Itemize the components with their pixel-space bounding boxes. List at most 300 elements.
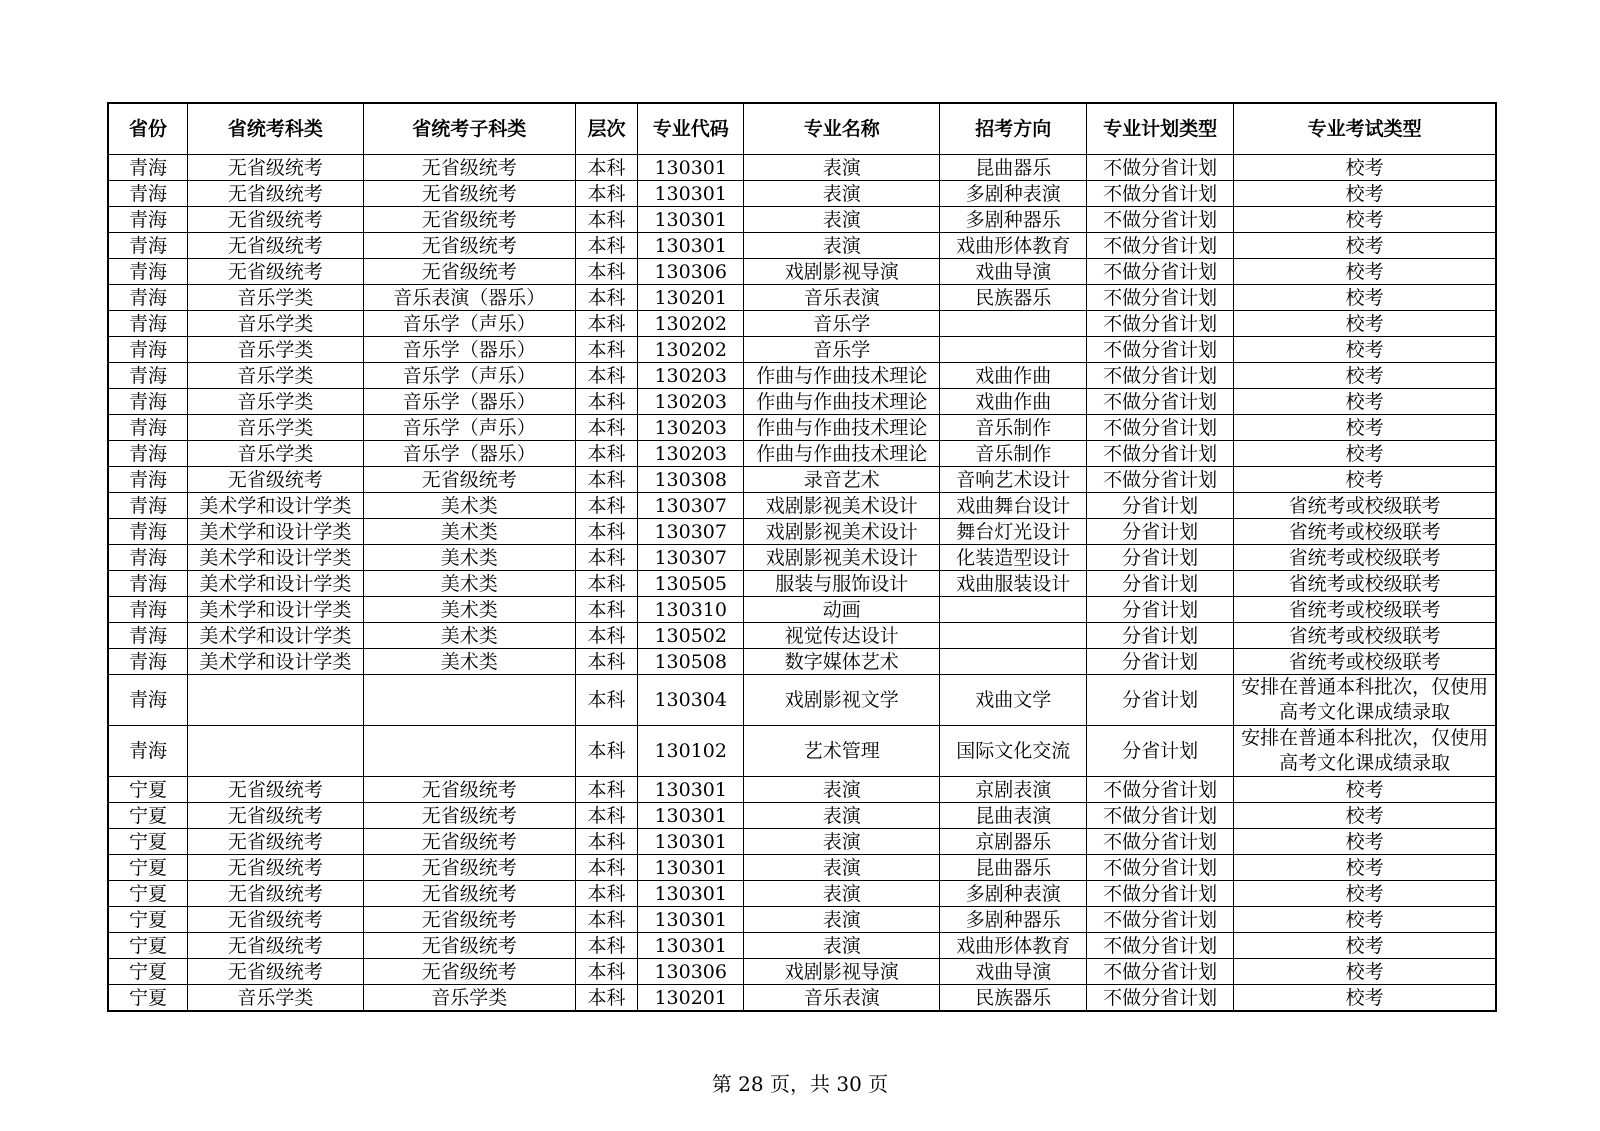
level-cell: 本科 [575, 493, 637, 519]
table-row [108, 985, 1496, 1012]
table-row [108, 441, 1496, 467]
header-exam-category: 省统考科类 [188, 103, 364, 155]
major-code-cell: 130301 [638, 207, 744, 233]
exam-subcategory-cell: 音乐学（声乐） [363, 363, 575, 389]
major-name-cell: 表演 [744, 777, 940, 803]
major-name-cell: 动画 [744, 597, 940, 623]
exam-subcategory-cell: 无省级统考 [363, 959, 575, 985]
exam-type-cell: 省统考或校级联考 [1234, 623, 1496, 649]
exam-type-cell: 校考 [1234, 233, 1496, 259]
exam-type-cell: 校考 [1234, 959, 1496, 985]
major-name-cell: 音乐表演 [744, 985, 940, 1012]
major-name-cell: 表演 [744, 829, 940, 855]
level-cell: 本科 [575, 881, 637, 907]
table-row [108, 803, 1496, 829]
province-cell: 青海 [108, 545, 188, 571]
exam-category-cell: 无省级统考 [188, 881, 364, 907]
exam-type-cell: 校考 [1234, 363, 1496, 389]
province-cell: 宁夏 [108, 985, 188, 1012]
exam-type-cell: 校考 [1234, 415, 1496, 441]
major-name-cell: 表演 [744, 907, 940, 933]
level-cell: 本科 [575, 597, 637, 623]
major-code-cell: 130310 [638, 597, 744, 623]
exam-subcategory-cell: 音乐学（声乐） [363, 311, 575, 337]
province-cell: 宁夏 [108, 777, 188, 803]
direction-cell: 戏曲导演 [940, 259, 1087, 285]
direction-cell: 民族器乐 [940, 985, 1087, 1012]
exam-subcategory-cell: 音乐学类 [363, 985, 575, 1012]
major-name-cell: 表演 [744, 803, 940, 829]
plan-type-cell: 分省计划 [1087, 597, 1234, 623]
exam-type-cell: 校考 [1234, 311, 1496, 337]
level-cell: 本科 [575, 675, 637, 726]
major-name-cell: 表演 [744, 933, 940, 959]
exam-subcategory-cell [363, 675, 575, 726]
exam-subcategory-cell: 无省级统考 [363, 829, 575, 855]
province-cell: 青海 [108, 726, 188, 777]
exam-category-cell: 音乐学类 [188, 415, 364, 441]
province-cell: 青海 [108, 285, 188, 311]
plan-type-cell: 分省计划 [1087, 571, 1234, 597]
plan-type-cell: 不做分省计划 [1087, 181, 1234, 207]
level-cell: 本科 [575, 829, 637, 855]
exam-subcategory-cell: 音乐学（器乐） [363, 337, 575, 363]
major-code-cell: 130307 [638, 493, 744, 519]
province-cell: 青海 [108, 389, 188, 415]
header-level: 层次 [575, 103, 637, 155]
province-cell: 青海 [108, 467, 188, 493]
exam-type-cell: 校考 [1234, 337, 1496, 363]
exam-subcategory-cell: 美术类 [363, 545, 575, 571]
direction-cell: 多剧种器乐 [940, 207, 1087, 233]
province-cell: 青海 [108, 493, 188, 519]
exam-category-cell: 美术学和设计学类 [188, 597, 364, 623]
major-code-cell: 130203 [638, 363, 744, 389]
direction-cell [940, 337, 1087, 363]
exam-category-cell: 音乐学类 [188, 337, 364, 363]
exam-category-cell: 美术学和设计学类 [188, 519, 364, 545]
exam-category-cell: 无省级统考 [188, 907, 364, 933]
exam-type-cell: 省统考或校级联考 [1234, 545, 1496, 571]
major-code-cell: 130203 [638, 441, 744, 467]
table-row [108, 597, 1496, 623]
level-cell: 本科 [575, 155, 637, 181]
table-row [108, 675, 1496, 726]
plan-type-cell: 分省计划 [1087, 649, 1234, 675]
table-row [108, 959, 1496, 985]
direction-cell: 多剧种表演 [940, 181, 1087, 207]
plan-type-cell: 不做分省计划 [1087, 803, 1234, 829]
level-cell: 本科 [575, 441, 637, 467]
major-code-cell: 130307 [638, 545, 744, 571]
direction-cell: 音乐制作 [940, 441, 1087, 467]
exam-category-cell: 音乐学类 [188, 441, 364, 467]
level-cell: 本科 [575, 803, 637, 829]
exam-category-cell: 无省级统考 [188, 803, 364, 829]
exam-category-cell: 美术学和设计学类 [188, 649, 364, 675]
exam-type-cell: 校考 [1234, 441, 1496, 467]
major-name-cell: 视觉传达设计 [744, 623, 940, 649]
major-name-cell: 作曲与作曲技术理论 [744, 441, 940, 467]
level-cell: 本科 [575, 181, 637, 207]
header-exam-type: 专业考试类型 [1234, 103, 1496, 155]
province-cell: 宁夏 [108, 803, 188, 829]
exam-type-cell: 校考 [1234, 881, 1496, 907]
major-name-cell: 艺术管理 [744, 726, 940, 777]
plan-type-cell: 不做分省计划 [1087, 907, 1234, 933]
exam-subcategory-cell [363, 726, 575, 777]
plan-type-cell: 分省计划 [1087, 623, 1234, 649]
major-code-cell: 130301 [638, 233, 744, 259]
exam-type-cell: 校考 [1234, 855, 1496, 881]
exam-category-cell: 无省级统考 [188, 259, 364, 285]
exam-category-cell: 无省级统考 [188, 855, 364, 881]
exam-type-cell: 省统考或校级联考 [1234, 597, 1496, 623]
major-code-cell: 130301 [638, 181, 744, 207]
exam-subcategory-cell: 无省级统考 [363, 855, 575, 881]
major-code-cell: 130508 [638, 649, 744, 675]
exam-subcategory-cell: 无省级统考 [363, 881, 575, 907]
level-cell: 本科 [575, 649, 637, 675]
plan-type-cell: 不做分省计划 [1087, 259, 1234, 285]
exam-type-cell: 安排在普通本科批次，仅使用高考文化课成绩录取 [1234, 675, 1496, 726]
major-name-cell: 作曲与作曲技术理论 [744, 415, 940, 441]
plan-type-cell: 不做分省计划 [1087, 985, 1234, 1012]
major-name-cell: 戏剧影视导演 [744, 259, 940, 285]
table-row [108, 649, 1496, 675]
direction-cell: 戏曲导演 [940, 959, 1087, 985]
exam-subcategory-cell: 无省级统考 [363, 233, 575, 259]
exam-category-cell: 无省级统考 [188, 181, 364, 207]
province-cell: 青海 [108, 207, 188, 233]
exam-subcategory-cell: 音乐学（器乐） [363, 389, 575, 415]
table-row [108, 726, 1496, 777]
major-code-cell: 130202 [638, 337, 744, 363]
plan-type-cell: 不做分省计划 [1087, 829, 1234, 855]
direction-cell: 昆曲器乐 [940, 855, 1087, 881]
plan-type-cell: 分省计划 [1087, 545, 1234, 571]
exam-type-cell: 校考 [1234, 803, 1496, 829]
province-cell: 青海 [108, 519, 188, 545]
level-cell: 本科 [575, 726, 637, 777]
major-code-cell: 130306 [638, 959, 744, 985]
major-name-cell: 表演 [744, 855, 940, 881]
table-row [108, 467, 1496, 493]
table-row [108, 623, 1496, 649]
major-code-cell: 130307 [638, 519, 744, 545]
table-row [108, 855, 1496, 881]
exam-category-cell: 无省级统考 [188, 933, 364, 959]
major-name-cell: 表演 [744, 207, 940, 233]
plan-type-cell: 不做分省计划 [1087, 233, 1234, 259]
major-code-cell: 130301 [638, 829, 744, 855]
province-cell: 青海 [108, 337, 188, 363]
province-cell: 青海 [108, 623, 188, 649]
exam-category-cell: 无省级统考 [188, 207, 364, 233]
exam-subcategory-cell: 无省级统考 [363, 467, 575, 493]
major-name-cell: 戏剧影视美术设计 [744, 545, 940, 571]
plan-type-cell: 不做分省计划 [1087, 467, 1234, 493]
major-code-cell: 130308 [638, 467, 744, 493]
table-row [108, 493, 1496, 519]
table-row [108, 337, 1496, 363]
exam-type-cell: 校考 [1234, 933, 1496, 959]
province-cell: 青海 [108, 597, 188, 623]
major-code-cell: 130304 [638, 675, 744, 726]
level-cell: 本科 [575, 777, 637, 803]
province-cell: 青海 [108, 415, 188, 441]
exam-subcategory-cell: 无省级统考 [363, 777, 575, 803]
exam-subcategory-cell: 无省级统考 [363, 155, 575, 181]
exam-type-cell: 校考 [1234, 207, 1496, 233]
plan-type-cell: 不做分省计划 [1087, 441, 1234, 467]
exam-subcategory-cell: 美术类 [363, 519, 575, 545]
major-code-cell: 130301 [638, 933, 744, 959]
exam-category-cell: 无省级统考 [188, 959, 364, 985]
exam-category-cell: 无省级统考 [188, 233, 364, 259]
major-code-cell: 130201 [638, 985, 744, 1012]
level-cell: 本科 [575, 467, 637, 493]
level-cell: 本科 [575, 907, 637, 933]
plan-type-cell: 不做分省计划 [1087, 155, 1234, 181]
exam-category-cell: 无省级统考 [188, 155, 364, 181]
plan-type-cell: 不做分省计划 [1087, 777, 1234, 803]
major-name-cell: 音乐学 [744, 337, 940, 363]
major-code-cell: 130301 [638, 881, 744, 907]
exam-type-cell: 省统考或校级联考 [1234, 571, 1496, 597]
table-row [108, 881, 1496, 907]
major-name-cell: 表演 [744, 155, 940, 181]
exam-subcategory-cell: 无省级统考 [363, 181, 575, 207]
major-name-cell: 录音艺术 [744, 467, 940, 493]
direction-cell [940, 649, 1087, 675]
exam-type-cell: 校考 [1234, 285, 1496, 311]
table-row [108, 311, 1496, 337]
major-name-cell: 音乐学 [744, 311, 940, 337]
exam-type-cell: 校考 [1234, 777, 1496, 803]
direction-cell: 戏曲舞台设计 [940, 493, 1087, 519]
exam-subcategory-cell: 美术类 [363, 623, 575, 649]
level-cell: 本科 [575, 285, 637, 311]
table-row [108, 829, 1496, 855]
direction-cell [940, 623, 1087, 649]
table-row [108, 285, 1496, 311]
direction-cell: 戏曲服装设计 [940, 571, 1087, 597]
table-row [108, 155, 1496, 181]
major-code-cell: 130203 [638, 389, 744, 415]
province-cell: 青海 [108, 181, 188, 207]
level-cell: 本科 [575, 389, 637, 415]
province-cell: 青海 [108, 259, 188, 285]
direction-cell: 昆曲表演 [940, 803, 1087, 829]
major-name-cell: 服装与服饰设计 [744, 571, 940, 597]
major-name-cell: 音乐表演 [744, 285, 940, 311]
exam-subcategory-cell: 美术类 [363, 493, 575, 519]
major-code-cell: 130201 [638, 285, 744, 311]
direction-cell: 音响艺术设计 [940, 467, 1087, 493]
province-cell: 青海 [108, 675, 188, 726]
plan-type-cell: 不做分省计划 [1087, 337, 1234, 363]
major-name-cell: 戏剧影视美术设计 [744, 519, 940, 545]
level-cell: 本科 [575, 855, 637, 881]
province-cell: 宁夏 [108, 829, 188, 855]
direction-cell: 多剧种器乐 [940, 907, 1087, 933]
level-cell: 本科 [575, 571, 637, 597]
exam-type-cell: 校考 [1234, 389, 1496, 415]
exam-type-cell: 校考 [1234, 985, 1496, 1012]
table-row [108, 363, 1496, 389]
level-cell: 本科 [575, 311, 637, 337]
major-code-cell: 130301 [638, 155, 744, 181]
major-name-cell: 表演 [744, 181, 940, 207]
direction-cell [940, 597, 1087, 623]
level-cell: 本科 [575, 959, 637, 985]
major-code-cell: 130203 [638, 415, 744, 441]
province-cell: 青海 [108, 441, 188, 467]
major-name-cell: 戏剧影视文学 [744, 675, 940, 726]
exam-type-cell: 省统考或校级联考 [1234, 493, 1496, 519]
direction-cell: 化装造型设计 [940, 545, 1087, 571]
major-code-cell: 130301 [638, 777, 744, 803]
exam-category-cell [188, 675, 364, 726]
exam-category-cell: 美术学和设计学类 [188, 493, 364, 519]
level-cell: 本科 [575, 207, 637, 233]
exam-category-cell: 音乐学类 [188, 985, 364, 1012]
major-name-cell: 作曲与作曲技术理论 [744, 363, 940, 389]
table-row [108, 259, 1496, 285]
major-name-cell: 表演 [744, 881, 940, 907]
major-code-cell: 130202 [638, 311, 744, 337]
level-cell: 本科 [575, 233, 637, 259]
level-cell: 本科 [575, 545, 637, 571]
plan-type-cell: 不做分省计划 [1087, 363, 1234, 389]
exam-type-cell: 校考 [1234, 829, 1496, 855]
direction-cell: 京剧器乐 [940, 829, 1087, 855]
table-row [108, 519, 1496, 545]
level-cell: 本科 [575, 623, 637, 649]
province-cell: 宁夏 [108, 959, 188, 985]
level-cell: 本科 [575, 519, 637, 545]
header-major-code: 专业代码 [638, 103, 744, 155]
plan-type-cell: 分省计划 [1087, 519, 1234, 545]
direction-cell: 国际文化交流 [940, 726, 1087, 777]
major-name-cell: 戏剧影视导演 [744, 959, 940, 985]
province-cell: 青海 [108, 311, 188, 337]
plan-type-cell: 不做分省计划 [1087, 959, 1234, 985]
major-name-cell: 表演 [744, 233, 940, 259]
plan-type-cell: 分省计划 [1087, 726, 1234, 777]
exam-type-cell: 校考 [1234, 259, 1496, 285]
exam-category-cell: 无省级统考 [188, 829, 364, 855]
exam-subcategory-cell: 音乐学（器乐） [363, 441, 575, 467]
table-row [108, 777, 1496, 803]
major-code-cell: 130301 [638, 803, 744, 829]
level-cell: 本科 [575, 933, 637, 959]
level-cell: 本科 [575, 337, 637, 363]
exam-category-cell: 音乐学类 [188, 285, 364, 311]
plan-type-cell: 不做分省计划 [1087, 855, 1234, 881]
header-province: 省份 [108, 103, 188, 155]
province-cell: 青海 [108, 155, 188, 181]
exam-category-cell: 美术学和设计学类 [188, 545, 364, 571]
exam-type-cell: 校考 [1234, 467, 1496, 493]
province-cell: 宁夏 [108, 933, 188, 959]
exam-subcategory-cell: 美术类 [363, 649, 575, 675]
direction-cell: 戏曲文学 [940, 675, 1087, 726]
province-cell: 青海 [108, 233, 188, 259]
exam-category-cell: 无省级统考 [188, 777, 364, 803]
exam-type-cell: 省统考或校级联考 [1234, 519, 1496, 545]
exam-subcategory-cell: 无省级统考 [363, 907, 575, 933]
exam-category-cell: 无省级统考 [188, 467, 364, 493]
exam-subcategory-cell: 无省级统考 [363, 933, 575, 959]
plan-type-cell: 分省计划 [1087, 493, 1234, 519]
direction-cell [940, 311, 1087, 337]
major-code-cell: 130502 [638, 623, 744, 649]
exam-type-cell: 校考 [1234, 907, 1496, 933]
direction-cell: 戏曲作曲 [940, 363, 1087, 389]
province-cell: 青海 [108, 363, 188, 389]
major-code-cell: 130306 [638, 259, 744, 285]
header-exam-subcategory: 省统考子科类 [363, 103, 575, 155]
exam-category-cell: 音乐学类 [188, 311, 364, 337]
page-number: 第 28 页，共 30 页 [711, 1072, 889, 1096]
province-cell: 宁夏 [108, 855, 188, 881]
direction-cell: 舞台灯光设计 [940, 519, 1087, 545]
header-major-name: 专业名称 [744, 103, 940, 155]
province-cell: 青海 [108, 649, 188, 675]
level-cell: 本科 [575, 259, 637, 285]
major-code-cell: 130102 [638, 726, 744, 777]
province-cell: 宁夏 [108, 907, 188, 933]
exam-subcategory-cell: 美术类 [363, 597, 575, 623]
plan-type-cell: 不做分省计划 [1087, 881, 1234, 907]
major-name-cell: 戏剧影视美术设计 [744, 493, 940, 519]
header-row [108, 103, 1496, 155]
plan-type-cell: 不做分省计划 [1087, 311, 1234, 337]
exam-category-cell: 音乐学类 [188, 389, 364, 415]
table-row [108, 933, 1496, 959]
direction-cell: 京剧表演 [940, 777, 1087, 803]
table-row [108, 181, 1496, 207]
plan-type-cell: 分省计划 [1087, 675, 1234, 726]
major-name-cell: 数字媒体艺术 [744, 649, 940, 675]
plan-type-cell: 不做分省计划 [1087, 285, 1234, 311]
major-code-cell: 130301 [638, 855, 744, 881]
direction-cell: 戏曲形体教育 [940, 233, 1087, 259]
table-row [108, 389, 1496, 415]
major-name-cell: 作曲与作曲技术理论 [744, 389, 940, 415]
exam-subcategory-cell: 音乐学（声乐） [363, 415, 575, 441]
direction-cell: 音乐制作 [940, 415, 1087, 441]
exam-subcategory-cell: 无省级统考 [363, 803, 575, 829]
exam-subcategory-cell: 音乐表演（器乐） [363, 285, 575, 311]
table-row [108, 545, 1496, 571]
exam-category-cell: 音乐学类 [188, 363, 364, 389]
exam-subcategory-cell: 美术类 [363, 571, 575, 597]
exam-category-cell: 美术学和设计学类 [188, 571, 364, 597]
table-row [108, 415, 1496, 441]
table-row [108, 233, 1496, 259]
direction-cell: 戏曲形体教育 [940, 933, 1087, 959]
major-code-cell: 130301 [638, 907, 744, 933]
exam-type-cell: 校考 [1234, 181, 1496, 207]
direction-cell: 民族器乐 [940, 285, 1087, 311]
exam-subcategory-cell: 无省级统考 [363, 207, 575, 233]
direction-cell: 戏曲作曲 [940, 389, 1087, 415]
province-cell: 宁夏 [108, 881, 188, 907]
direction-cell: 昆曲器乐 [940, 155, 1087, 181]
